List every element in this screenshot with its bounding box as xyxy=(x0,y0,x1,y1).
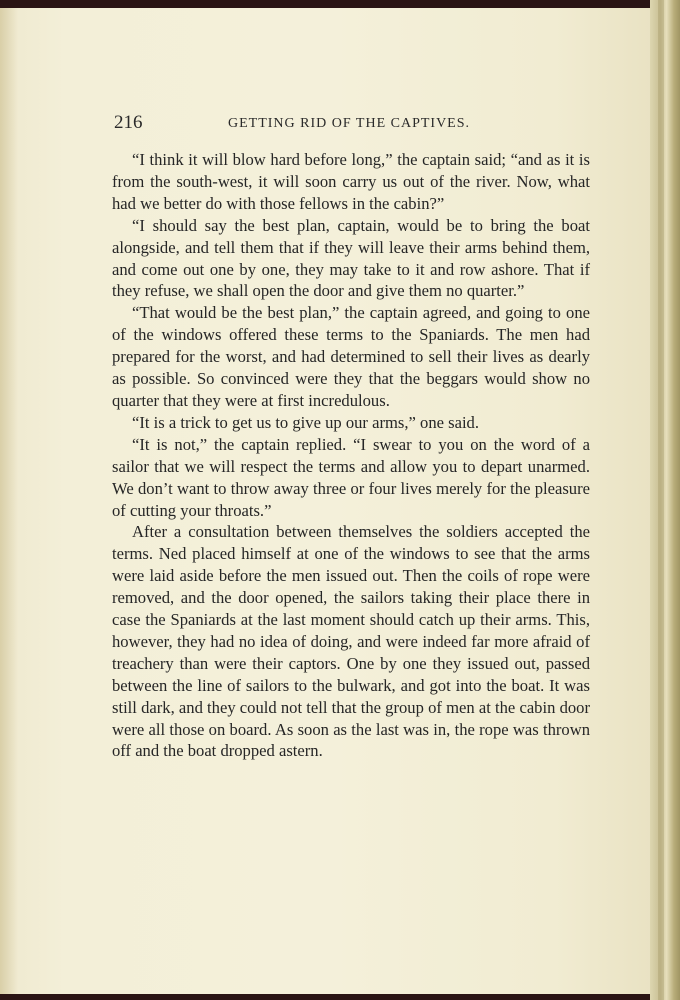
book-page xyxy=(0,8,652,994)
running-head: GETTING RID OF THE CAPTIVES. xyxy=(228,116,471,131)
paragraph: “It is a trick to get us to give up our arms,” one said. xyxy=(132,412,480,432)
paragraph: “I think it will blow hard before long,” the captain said; “and as it is from the south-west, it will soon carry us out of the river. Now, what had we better do with those fellows in the cabin?” xyxy=(112,150,590,213)
paragraph: “That would be the best plan,” the captain agreed, and going to one of the windows offered these terms to the Spaniards. The men had prepared for the worst, and had determined to sell their lives as dearly as possible. So convinced were they that the beggars would show no quarter that they were at first incredulous. xyxy=(112,303,590,410)
page-header xyxy=(112,112,590,136)
paragraph: After a consultation between themselves the soldiers accepted the terms. Ned placed himself at one of the windows to see that the arms were laid aside before the men issued out. Then the coils of rope were removed, and the door opened, the sailors taking their place there in case the Spaniards at the last moment should catch up their arms. This, however, they had no idea of doing, and were indeed far more afraid of treachery than were their captors. One by one they issued out, passed between the line of sailors to the bulwark, and got into the boat. It was still dark, and they could not tell that the group of men at the cabin door were all those on board. As soon as the last was in, the rope was thrown off and the boat dropped astern. xyxy=(112,522,590,761)
paragraph: “I should say the best plan, captain, would be to bring the boat alongside, and tell them that if they will leave their arms behind them, and come out one by one, they may take to it and row ashore. That if they refuse, we shall open the door and give them no quarter.” xyxy=(112,215,590,301)
page-number: 216 xyxy=(114,112,143,133)
page-edge xyxy=(650,0,680,1000)
paragraph: “It is not,” the captain replied. “I swear to you on the word of a sailor that we will respect the terms and allow you to depart unarmed. We don’t want to throw away three or four lives merely for the pleasure of cutting your throats.” xyxy=(112,434,590,520)
body-text xyxy=(112,149,590,762)
